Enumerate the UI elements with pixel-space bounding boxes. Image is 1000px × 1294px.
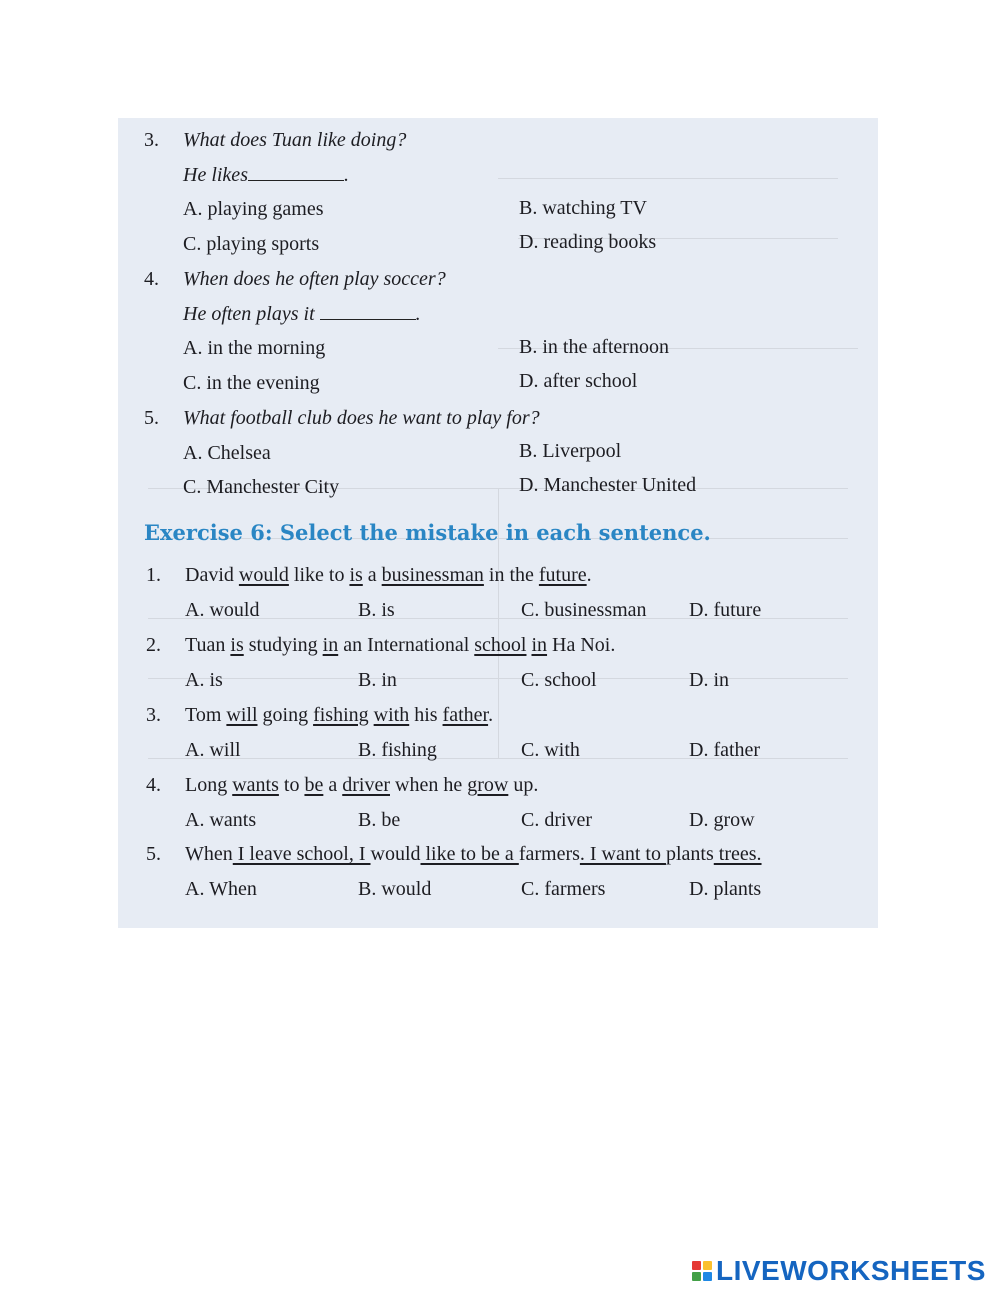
option-a[interactable]: A. is	[185, 669, 223, 691]
question-text: What does Tuan like doing?	[183, 129, 407, 151]
option-c[interactable]: C. Manchester City	[183, 476, 340, 498]
sentence-fragment: Tuan	[185, 634, 231, 656]
underlined-word[interactable]: father	[442, 704, 489, 726]
option-b[interactable]: B. is	[358, 599, 395, 621]
underlined-word[interactable]: trees.	[713, 843, 762, 865]
question-number: 5.	[144, 407, 159, 429]
answer-stem: He often plays it .	[183, 303, 421, 325]
answer-blank[interactable]	[248, 162, 344, 181]
sentence-fragment: like to	[288, 564, 350, 586]
option-c[interactable]: C. businessman	[521, 599, 647, 621]
underlined-word[interactable]: grow	[467, 774, 509, 796]
sentence	[185, 563, 592, 587]
option-d[interactable]: D. plants	[689, 878, 762, 900]
question-text: When does he often play soccer?	[183, 268, 446, 290]
sentence-number: 4.	[146, 774, 161, 796]
question-text: What football club does he want to play for?	[183, 407, 540, 429]
option-d[interactable]: D. Manchester United	[519, 474, 697, 496]
sentence-fragment: farmers	[518, 843, 580, 865]
sentence-number: 2.	[146, 634, 161, 656]
option-b[interactable]: B. in	[358, 669, 397, 691]
option-b[interactable]: B. would	[358, 878, 432, 900]
option-d[interactable]: D. grow	[689, 809, 755, 831]
answer-blank[interactable]	[320, 301, 416, 320]
question-number: 3.	[144, 129, 159, 151]
option-c[interactable]: C. farmers	[521, 878, 606, 900]
option-c[interactable]: C. school	[521, 669, 597, 691]
option-a[interactable]: A. in the morning	[183, 337, 326, 359]
option-d[interactable]: D. future	[689, 599, 762, 621]
sentence-number: 1.	[146, 564, 161, 586]
option-b[interactable]: B. be	[358, 809, 401, 831]
underlined-word[interactable]: future	[538, 564, 587, 586]
underlined-word[interactable]: fishing	[313, 704, 369, 726]
underlined-word[interactable]: . I want to	[579, 843, 666, 865]
option-c[interactable]: C. playing sports	[183, 233, 320, 255]
option-d[interactable]: D. reading books	[519, 231, 657, 253]
underlined-word[interactable]: will	[226, 704, 258, 726]
option-b[interactable]: B. watching TV	[519, 197, 647, 219]
underlined-word[interactable]: in	[531, 634, 548, 656]
option-d[interactable]: D. in	[689, 669, 729, 691]
underlined-word[interactable]: be	[304, 774, 324, 796]
option-a[interactable]: A. would	[185, 599, 260, 621]
sentence-fragment: in the	[483, 564, 539, 586]
logo-text: LIVEWORKSHEETS	[716, 1255, 986, 1286]
sentence-fragment: when he	[390, 774, 468, 796]
sentence-fragment: a	[323, 774, 343, 796]
exercise-title: Exercise 6: Select the mistake in each sentence.	[144, 520, 711, 545]
liveworksheets-logo	[692, 1256, 986, 1286]
underlined-word[interactable]: I leave school, I	[232, 843, 371, 865]
sentence	[185, 773, 538, 797]
sentence-fragment: .	[586, 564, 592, 586]
underlined-word[interactable]: is	[230, 634, 244, 656]
sentence-fragment: .	[488, 704, 494, 726]
sentence-fragment: Long	[185, 774, 233, 796]
underlined-word[interactable]: like to be a	[420, 843, 519, 865]
sentence	[185, 633, 615, 657]
answer-stem: He likes .	[183, 164, 349, 186]
underlined-word[interactable]: driver	[342, 774, 390, 796]
sentence-fragment: an International	[338, 634, 475, 656]
underlined-word[interactable]: would	[238, 564, 289, 586]
sentence-fragment: When	[185, 843, 233, 865]
option-d[interactable]: D. after school	[519, 370, 638, 392]
option-a[interactable]: A. will	[185, 739, 241, 761]
sentence-fragment: Tom	[185, 704, 227, 726]
logo-icon	[692, 1261, 712, 1281]
sentence-fragment: his	[409, 704, 443, 726]
underlined-word[interactable]: school	[474, 634, 527, 656]
sentence-fragment: plants	[665, 843, 714, 865]
option-a[interactable]: A. playing games	[183, 198, 324, 220]
option-c[interactable]: C. in the evening	[183, 372, 320, 394]
option-d[interactable]: D. father	[689, 739, 761, 761]
question-number: 4.	[144, 268, 159, 290]
option-b[interactable]: B. fishing	[358, 739, 437, 761]
sentence-fragment: Ha Noi.	[547, 634, 616, 656]
option-a[interactable]: A. When	[185, 878, 257, 900]
underlined-word[interactable]: businessman	[381, 564, 484, 586]
sentence-fragment: a	[362, 564, 382, 586]
sentence-fragment: up.	[508, 774, 539, 796]
sentence-fragment: going	[257, 704, 314, 726]
option-a[interactable]: A. Chelsea	[183, 442, 271, 464]
sentence-fragment: David	[185, 564, 239, 586]
underlined-word[interactable]: in	[322, 634, 339, 656]
sentence	[185, 842, 762, 866]
sentence-fragment: to	[278, 774, 305, 796]
underlined-word[interactable]: is	[349, 564, 363, 586]
sentence	[185, 703, 493, 727]
option-c[interactable]: C. driver	[521, 809, 593, 831]
option-a[interactable]: A. wants	[185, 809, 257, 831]
sentence-number: 3.	[146, 704, 161, 726]
option-c[interactable]: C. with	[521, 739, 580, 761]
underlined-word[interactable]: wants	[232, 774, 279, 796]
underlined-word[interactable]: with	[373, 704, 410, 726]
sentence-fragment: studying	[243, 634, 323, 656]
option-b[interactable]: B. Liverpool	[519, 440, 622, 462]
option-b[interactable]: B. in the afternoon	[519, 336, 669, 358]
sentence-fragment: would	[370, 843, 421, 865]
sentence-number: 5.	[146, 843, 161, 865]
